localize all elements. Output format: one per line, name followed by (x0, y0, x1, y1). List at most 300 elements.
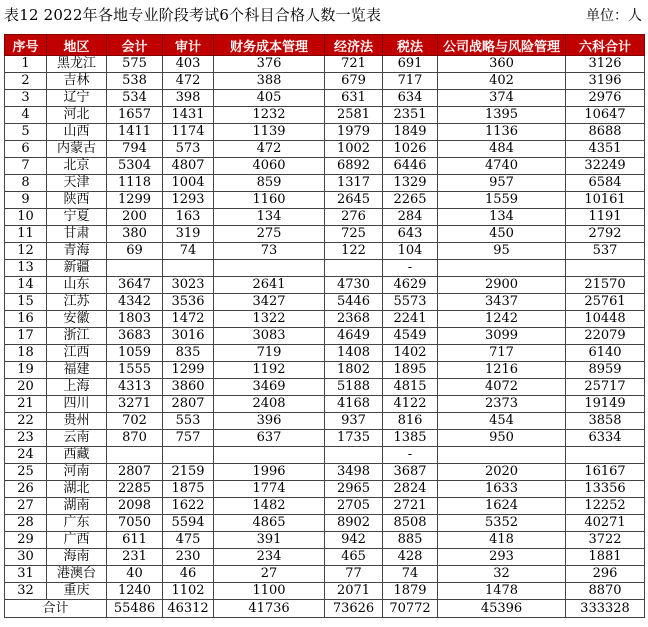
table-cell: 428 (383, 549, 438, 566)
table-cell: 1191 (566, 209, 645, 226)
table-cell: 1895 (383, 362, 438, 379)
table-cell: 2285 (107, 481, 163, 498)
table-cell: - (383, 260, 438, 277)
table-cell: 10647 (566, 107, 645, 124)
table-cell: 1657 (107, 107, 163, 124)
table-cell: 6446 (383, 158, 438, 175)
table-row (5, 379, 645, 396)
table-row (5, 515, 645, 532)
table-cell: 231 (107, 549, 163, 566)
table-cell: 7 (5, 158, 47, 175)
table-cell: 云南 (47, 430, 107, 447)
table-cell: 637 (214, 430, 325, 447)
table-body (5, 56, 645, 600)
table-cell: 74 (383, 566, 438, 583)
table-cell: 4649 (325, 328, 383, 345)
header-tax-law: 税法 (383, 35, 438, 56)
table-cell: 319 (163, 226, 214, 243)
table-cell: 134 (214, 209, 325, 226)
table-cell: 465 (325, 549, 383, 566)
total-cell: 73626 (325, 600, 383, 618)
table-cell (325, 260, 383, 277)
table-cell: 2071 (325, 583, 383, 600)
table-row (5, 175, 645, 192)
table-cell: 2705 (325, 498, 383, 515)
table-cell: 296 (566, 566, 645, 583)
table-cell: 2408 (214, 396, 325, 413)
table-cell: 1881 (566, 549, 645, 566)
table-cell: 重庆 (47, 583, 107, 600)
table-row (5, 294, 645, 311)
table-cell: 15 (5, 294, 47, 311)
table-cell: 2159 (163, 464, 214, 481)
table-row (5, 209, 645, 226)
table-cell (214, 260, 325, 277)
table-cell: 21570 (566, 277, 645, 294)
table-cell: 1026 (383, 141, 438, 158)
table-cell: 388 (214, 73, 325, 90)
table-cell: 1411 (107, 124, 163, 141)
table-cell: 新疆 (47, 260, 107, 277)
table-cell: 4351 (566, 141, 645, 158)
table-cell: 5573 (383, 294, 438, 311)
table-cell: 163 (163, 209, 214, 226)
table-cell: 553 (163, 413, 214, 430)
table-cell (438, 260, 566, 277)
table-cell: 江苏 (47, 294, 107, 311)
table-cell: 4865 (214, 515, 325, 532)
table-cell: 内蒙古 (47, 141, 107, 158)
table-cell: 402 (438, 73, 566, 90)
table-cell: 937 (325, 413, 383, 430)
table-cell: 1059 (107, 345, 163, 362)
table-row (5, 311, 645, 328)
table-cell: 5352 (438, 515, 566, 532)
table-row (5, 90, 645, 107)
table-row (5, 566, 645, 583)
table-cell: 40 (107, 566, 163, 583)
table-cell: 1803 (107, 311, 163, 328)
table-row (5, 345, 645, 362)
table-cell: 12 (5, 243, 47, 260)
table-cell (107, 260, 163, 277)
table-cell: 69 (107, 243, 163, 260)
table-cell: 3858 (566, 413, 645, 430)
table-cell: 10 (5, 209, 47, 226)
table-cell: 19 (5, 362, 47, 379)
table-cell: 293 (438, 549, 566, 566)
header-economic-law: 经济法 (325, 35, 383, 56)
table-cell: 1395 (438, 107, 566, 124)
table-cell: 16 (5, 311, 47, 328)
table-cell: 山西 (47, 124, 107, 141)
table-row (5, 260, 645, 277)
table-cell: 2373 (438, 396, 566, 413)
table-cell: 1299 (107, 192, 163, 209)
table-cell: - (383, 447, 438, 464)
total-cell: 55486 (107, 600, 163, 618)
table-cell: 安徽 (47, 311, 107, 328)
table-cell: 1232 (214, 107, 325, 124)
table-cell: 1402 (383, 345, 438, 362)
table-cell: 1004 (163, 175, 214, 192)
table-cell: 1774 (214, 481, 325, 498)
table-cell: 1633 (438, 481, 566, 498)
table-cell: 4807 (163, 158, 214, 175)
table-cell: 7050 (107, 515, 163, 532)
table-cell: 26 (5, 481, 47, 498)
table-cell: 25761 (566, 294, 645, 311)
table-cell: 679 (325, 73, 383, 90)
table-row (5, 141, 645, 158)
table-cell: 3687 (383, 464, 438, 481)
table-cell: 西藏 (47, 447, 107, 464)
table-cell (107, 447, 163, 464)
table-cell: 5 (5, 124, 47, 141)
table-cell: 2020 (438, 464, 566, 481)
table-cell: 957 (438, 175, 566, 192)
table-cell: 484 (438, 141, 566, 158)
table-cell: 1996 (214, 464, 325, 481)
table-cell: 2965 (325, 481, 383, 498)
table-cell: 4072 (438, 379, 566, 396)
table-cell: 1136 (438, 124, 566, 141)
table-cell: 3 (5, 90, 47, 107)
table-cell: 1559 (438, 192, 566, 209)
table-cell: 8 (5, 175, 47, 192)
table-cell: 13 (5, 260, 47, 277)
table-cell: 4342 (107, 294, 163, 311)
table-cell: 贵州 (47, 413, 107, 430)
table-cell: 835 (163, 345, 214, 362)
table-cell: 643 (383, 226, 438, 243)
table-cell: 1139 (214, 124, 325, 141)
table-cell: 25717 (566, 379, 645, 396)
total-cell: 46312 (163, 600, 214, 618)
table-cell: 6892 (325, 158, 383, 175)
table-cell: 2351 (383, 107, 438, 124)
table-cell: 6334 (566, 430, 645, 447)
table-cell: 4168 (325, 396, 383, 413)
table-cell: 18 (5, 345, 47, 362)
table-cell: 3427 (214, 294, 325, 311)
unit-label: 单位：人 (586, 8, 642, 24)
table-cell: 611 (107, 532, 163, 549)
table-cell: 1118 (107, 175, 163, 192)
table-cell: 691 (383, 56, 438, 73)
table-cell: 276 (325, 209, 383, 226)
table-cell: 721 (325, 56, 383, 73)
table-cell: 32 (438, 566, 566, 583)
table-cell (438, 447, 566, 464)
table-cell: 2241 (383, 311, 438, 328)
table-cell: 29 (5, 532, 47, 549)
table-cell: 1875 (163, 481, 214, 498)
table-cell: 719 (214, 345, 325, 362)
table-cell: 5188 (325, 379, 383, 396)
table-cell: 950 (438, 430, 566, 447)
table-cell: 1408 (325, 345, 383, 362)
table-cell: 1472 (163, 311, 214, 328)
table-cell: 1102 (163, 583, 214, 600)
table-cell: 8688 (566, 124, 645, 141)
table-cell: 4815 (383, 379, 438, 396)
table-cell: 1802 (325, 362, 383, 379)
table-cell: 122 (325, 243, 383, 260)
table-cell: 573 (163, 141, 214, 158)
table-row (5, 362, 645, 379)
table-row (5, 192, 645, 209)
table-cell: 859 (214, 175, 325, 192)
table-cell: 10448 (566, 311, 645, 328)
table-cell: 四川 (47, 396, 107, 413)
table-cell: 吉林 (47, 73, 107, 90)
table-cell: 8870 (566, 583, 645, 600)
table-cell: 8508 (383, 515, 438, 532)
header-index: 序号 (5, 35, 47, 56)
table-row (5, 464, 645, 481)
table-cell: 3683 (107, 328, 163, 345)
table-row (5, 549, 645, 566)
table-cell: 3083 (214, 328, 325, 345)
header-financial-cost-mgmt: 财务成本管理 (214, 35, 325, 56)
table-cell: 2721 (383, 498, 438, 515)
table-cell (214, 447, 325, 464)
table-cell: 辽宁 (47, 90, 107, 107)
table-cell: 3196 (566, 73, 645, 90)
table-cell: 2368 (325, 311, 383, 328)
total-cell: 333328 (566, 600, 645, 618)
table-row (5, 583, 645, 600)
table-row (5, 226, 645, 243)
table-cell: 22 (5, 413, 47, 430)
table-cell: 374 (438, 90, 566, 107)
table-cell (566, 447, 645, 464)
exam-pass-table (4, 34, 645, 618)
table-cell: 13356 (566, 481, 645, 498)
table-cell: 3271 (107, 396, 163, 413)
table-cell: 1879 (383, 583, 438, 600)
header-accounting: 会计 (107, 35, 163, 56)
table-cell: 1622 (163, 498, 214, 515)
table-cell: 1240 (107, 583, 163, 600)
table-cell: 2792 (566, 226, 645, 243)
table-cell: 2807 (107, 464, 163, 481)
table-cell: 360 (438, 56, 566, 73)
table-cell: 11 (5, 226, 47, 243)
table-cell: 2900 (438, 277, 566, 294)
table-cell: 6584 (566, 175, 645, 192)
table-cell: 2265 (383, 192, 438, 209)
table-cell: 4313 (107, 379, 163, 396)
table-cell: 32 (5, 583, 47, 600)
table-cell: 河南 (47, 464, 107, 481)
table-cell: 1849 (383, 124, 438, 141)
table-cell: 230 (163, 549, 214, 566)
table-cell: 398 (163, 90, 214, 107)
table-cell: 1216 (438, 362, 566, 379)
total-label: 合计 (5, 600, 107, 618)
table-cell: 30 (5, 549, 47, 566)
header-region: 地区 (47, 35, 107, 56)
table-row (5, 498, 645, 515)
table-cell: 天津 (47, 175, 107, 192)
table-title: 表12 2022年各地专业阶段考试6个科目合格人数一览表 (4, 6, 382, 24)
table-cell: 青海 (47, 243, 107, 260)
table-row (5, 328, 645, 345)
table-cell: 717 (438, 345, 566, 362)
table-cell: 3722 (566, 532, 645, 549)
table-cell: 2976 (566, 90, 645, 107)
table-cell: 450 (438, 226, 566, 243)
table-cell: 黑龙江 (47, 56, 107, 73)
table-row (5, 532, 645, 549)
table-cell: 27 (214, 566, 325, 583)
table-cell: 634 (383, 90, 438, 107)
table-cell: 472 (163, 73, 214, 90)
table-cell: 104 (383, 243, 438, 260)
table-cell: 河北 (47, 107, 107, 124)
table-row (5, 73, 645, 90)
table-cell: 1431 (163, 107, 214, 124)
table-cell: 31 (5, 566, 47, 583)
table-cell: 376 (214, 56, 325, 73)
table-cell: 725 (325, 226, 383, 243)
table-caption (0, 0, 648, 26)
table-cell: 2807 (163, 396, 214, 413)
table-cell: 10161 (566, 192, 645, 209)
table-cell: 8959 (566, 362, 645, 379)
table-cell: 25 (5, 464, 47, 481)
table-cell: 3099 (438, 328, 566, 345)
table-cell: 942 (325, 532, 383, 549)
table-cell: 4740 (438, 158, 566, 175)
total-cell: 70772 (383, 600, 438, 618)
table-cell: 275 (214, 226, 325, 243)
table-cell: 江西 (47, 345, 107, 362)
table-cell: 1317 (325, 175, 383, 192)
table-cell: 4730 (325, 277, 383, 294)
table-cell: 6140 (566, 345, 645, 362)
table-cell: 816 (383, 413, 438, 430)
table-cell: 1624 (438, 498, 566, 515)
table-cell: 794 (107, 141, 163, 158)
table-cell: 3860 (163, 379, 214, 396)
table-row (5, 396, 645, 413)
table-cell: 5594 (163, 515, 214, 532)
table-cell: 870 (107, 430, 163, 447)
table-cell: 454 (438, 413, 566, 430)
table-cell: 403 (163, 56, 214, 73)
table-cell: 284 (383, 209, 438, 226)
table-cell: 2098 (107, 498, 163, 515)
table-cell: 4122 (383, 396, 438, 413)
table-cell: 1478 (438, 583, 566, 600)
table-cell: 405 (214, 90, 325, 107)
table-row (5, 243, 645, 260)
table-cell: 1174 (163, 124, 214, 141)
table-cell: 2 (5, 73, 47, 90)
table-cell: 陕西 (47, 192, 107, 209)
table-cell: 1242 (438, 311, 566, 328)
table-cell: 1192 (214, 362, 325, 379)
header-row (5, 35, 645, 56)
table-cell: 77 (325, 566, 383, 583)
table-cell: 港澳台 (47, 566, 107, 583)
table-cell: 534 (107, 90, 163, 107)
table-cell: 广东 (47, 515, 107, 532)
table-cell: 1385 (383, 430, 438, 447)
table-row (5, 413, 645, 430)
table-cell: 475 (163, 532, 214, 549)
table-cell: 1979 (325, 124, 383, 141)
table-cell: 73 (214, 243, 325, 260)
table-cell: 2641 (214, 277, 325, 294)
table-cell: 74 (163, 243, 214, 260)
table-cell: 1735 (325, 430, 383, 447)
table-cell: 418 (438, 532, 566, 549)
table-cell: 广西 (47, 532, 107, 549)
table-cell: 6 (5, 141, 47, 158)
table-cell: 134 (438, 209, 566, 226)
table-cell: 537 (566, 243, 645, 260)
table-cell: 3647 (107, 277, 163, 294)
table-cell: 24 (5, 447, 47, 464)
table-cell: 4549 (383, 328, 438, 345)
table-cell: 1293 (163, 192, 214, 209)
table-cell: 1322 (214, 311, 325, 328)
table-cell: 湖北 (47, 481, 107, 498)
table-cell: 95 (438, 243, 566, 260)
table-cell: 山东 (47, 277, 107, 294)
table-row (5, 56, 645, 73)
total-cell: 41736 (214, 600, 325, 618)
table-cell: 631 (325, 90, 383, 107)
table-cell: 2645 (325, 192, 383, 209)
table-row (5, 481, 645, 498)
table-cell: 4 (5, 107, 47, 124)
table-cell: 3536 (163, 294, 214, 311)
table-cell: 4629 (383, 277, 438, 294)
table-cell: 3498 (325, 464, 383, 481)
table-cell: 757 (163, 430, 214, 447)
table-cell: 22079 (566, 328, 645, 345)
table-cell (566, 260, 645, 277)
table-cell: 538 (107, 73, 163, 90)
table-cell (325, 447, 383, 464)
header-strategy-risk: 公司战略与风险管理 (438, 35, 566, 56)
table-cell: 3469 (214, 379, 325, 396)
table-cell: 40271 (566, 515, 645, 532)
table-row (5, 447, 645, 464)
table-cell: 3023 (163, 277, 214, 294)
table-cell: 14 (5, 277, 47, 294)
header-six-subject-total: 六科合计 (566, 35, 645, 56)
table-cell: 北京 (47, 158, 107, 175)
table-cell: 2581 (325, 107, 383, 124)
table-cell: 20 (5, 379, 47, 396)
table-cell: 宁夏 (47, 209, 107, 226)
table-cell: 391 (214, 532, 325, 549)
table-row (5, 430, 645, 447)
table-cell: 19149 (566, 396, 645, 413)
table-cell: 9 (5, 192, 47, 209)
total-row (5, 600, 645, 618)
table-cell: 4060 (214, 158, 325, 175)
table-cell (163, 260, 214, 277)
table-cell: 1329 (383, 175, 438, 192)
table-cell: 885 (383, 532, 438, 549)
